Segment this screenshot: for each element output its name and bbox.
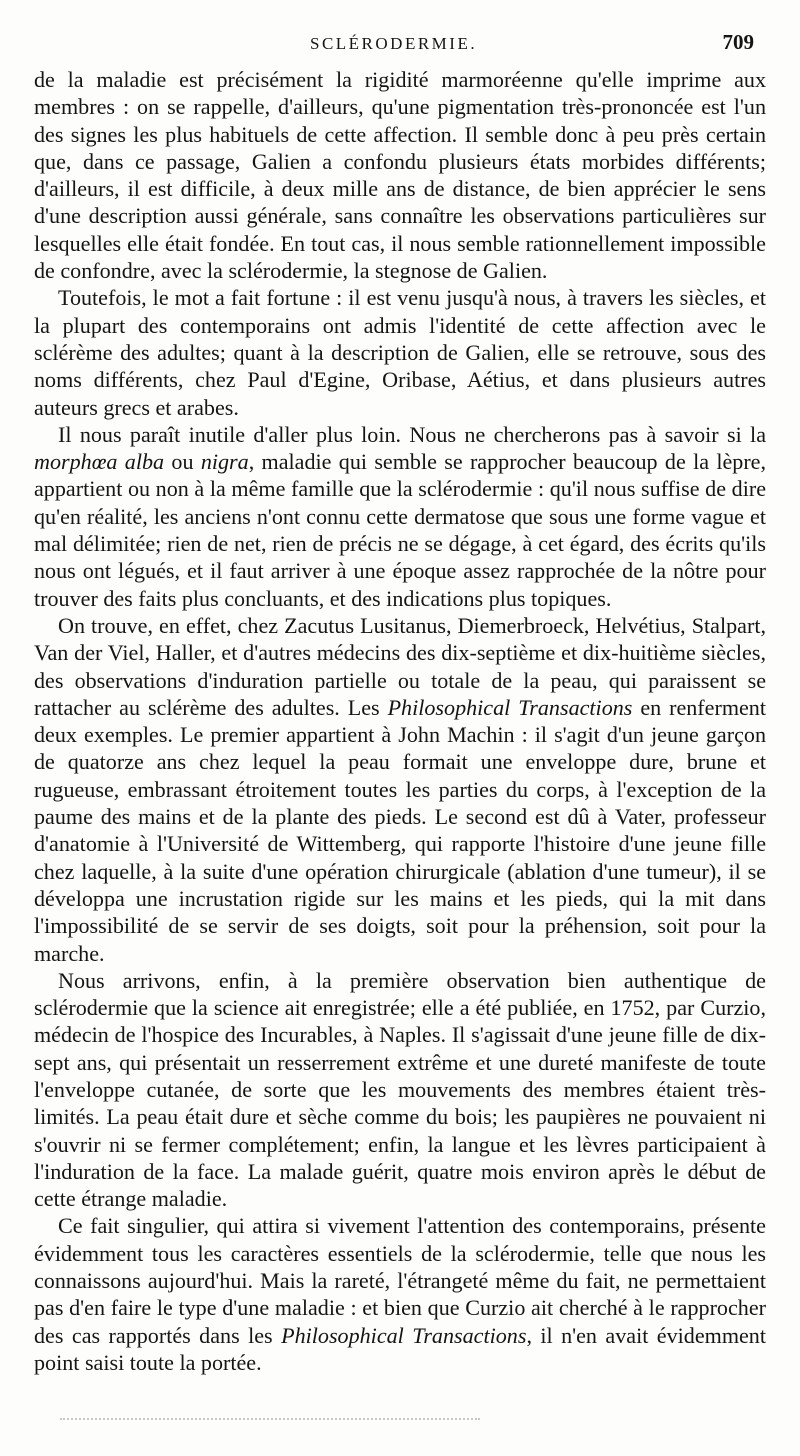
- paragraph-4-text-a: On trouve, en effet, chez Zacutus Lusitanus, Diemerbroeck, Helvétius, Stalpart, Van der Viel, Haller, et d'autres médecins des dix-septième et dix-huitième siècles, des observations d'induration partielle ou totale de la peau, qui paraissent se rattacher au sclérème des adultes. Les: [34, 612, 766, 720]
- paragraph-3-text-a: Il nous paraît inutile d'aller plus loin. Nous ne chercherons pas à savoir si la: [58, 421, 766, 447]
- paragraph-4: [34, 612, 766, 967]
- paragraph-1: de la maladie est précisément la rigidité marmoréenne qu'elle imprime aux membres : on se rappelle, d'ailleurs, qu'une pigmentation très-prononcée est l'un des signes les plus habituels de cette affection. Il semble donc à peu près certain que, dans ce passage, Galien a confondu plusieurs états morbides différents; d'ailleurs, il est difficile, à deux mille ans de distance, de bien apprécier le sens d'une description aussi générale, sans connaître les observations particulières sur lesquelles elle était fondée. En tout cas, il nous semble rationnellement impossible de confondre, avec la sclérodermie, la stegnose de Galien.: [34, 67, 766, 284]
- italic-nigra: nigra: [200, 449, 249, 475]
- italic-philosophical-transactions-2: Philosophical Transactions: [281, 1322, 527, 1348]
- paragraph-3-text-b: ou: [164, 449, 201, 475]
- paragraph-5: Nous arrivons, enfin, à la première observation bien authentique de sclérodermie que la science ait enregistrée; elle a été publiée, en 1752, par Curzio, médecin de l'hospice des Incurables, à Naples. Il s'agissait d'une jeune fille de dix-sept ans, qui présentait un resserrement extrême et une dureté manifeste de toute l'enveloppe cutanée, de sorte que les mouvements des membres étaient très-limités. La peau était dure et sèche comme du bois; les paupières ne pouvaient ni s'ouvrir ni se fermer complétement; enfin, la langue et les lèvres participaient à l'induration de la face. La malade guérit, quatre mois environ après le début de cette étrange maladie.: [34, 967, 766, 1212]
- paragraph-6-text-b: , il n'en avait évidemment point saisi toute la portée.: [34, 1322, 766, 1375]
- body-text: [34, 66, 766, 1376]
- paragraph-4-text-b: en renferment deux exemples. Le premier appartient à John Machin : il s'agit d'un jeune garçon de quatorze ans chez lequel la peau formait une enveloppe dure, brune et rugueuse, embrassant étroitement toutes les parties du corps, à l'exception de la paume des mains et de la plante des pieds. Le second est dû à Vater, professeur d'anatomie à l'Université de Wittemberg, qui rapporte l'histoire d'une jeune fille chez laquelle, à la suite d'une opération chirurgicale (ablation d'une tumeur), il se développa une incrustation rigide sur les mains et les pieds, qui la mit dans l'impossibilité de se servir de ses doigts, soit pour la préhension, soit pour la marche.: [34, 694, 766, 966]
- page-number: 709: [722, 30, 754, 54]
- footer-rule: [60, 1418, 480, 1420]
- paragraph-6-text-a: Ce fait singulier, qui attira si vivement l'attention des contemporains, présente évidemment tous les caractères essentiels de la sclérodermie, telle que nous les connaissons aujourd'hui. Mais la rareté, l'étrangeté même du fait, ne permettaient pas d'en faire le type d'une maladie : et bien que Curzio ait cherché à le rapprocher des cas rapportés dans les: [34, 1213, 766, 1348]
- running-title: SCLÉRODERMIE.: [310, 34, 478, 53]
- paragraph-3: [34, 421, 766, 612]
- running-head: [0, 30, 800, 60]
- italic-morphoea-alba: morphœa alba: [34, 449, 165, 475]
- paragraph-6: [34, 1212, 766, 1376]
- italic-philosophical-transactions: Philosophical Transactions: [387, 694, 633, 720]
- paragraph-3-text-c: , maladie qui semble se rapprocher beaucoup de la lèpre, appartient ou non à la même famille que la sclérodermie : qu'il nous suffise de dire qu'en réalité, les anciens n'ont connu cette dermatose que sous une forme vague et mal délimitée; rien de net, rien de précis ne se dégage, à cet égard, des écrits qu'ils nous ont légués, et il faut arriver à une époque assez rapprochée de la nôtre pour trouver des faits plus concluants, et des indications plus topiques.: [34, 449, 767, 611]
- paragraph-2: Toutefois, le mot a fait fortune : il est venu jusqu'à nous, à travers les siècles, et la plupart des contemporains ont admis l'identité de cette affection avec le sclérème des adultes; quant à la description de Galien, elle se retrouve, sous des noms différents, chez Paul d'Egine, Oribase, Aétius, et dans plusieurs autres auteurs grecs et arabes.: [34, 285, 766, 420]
